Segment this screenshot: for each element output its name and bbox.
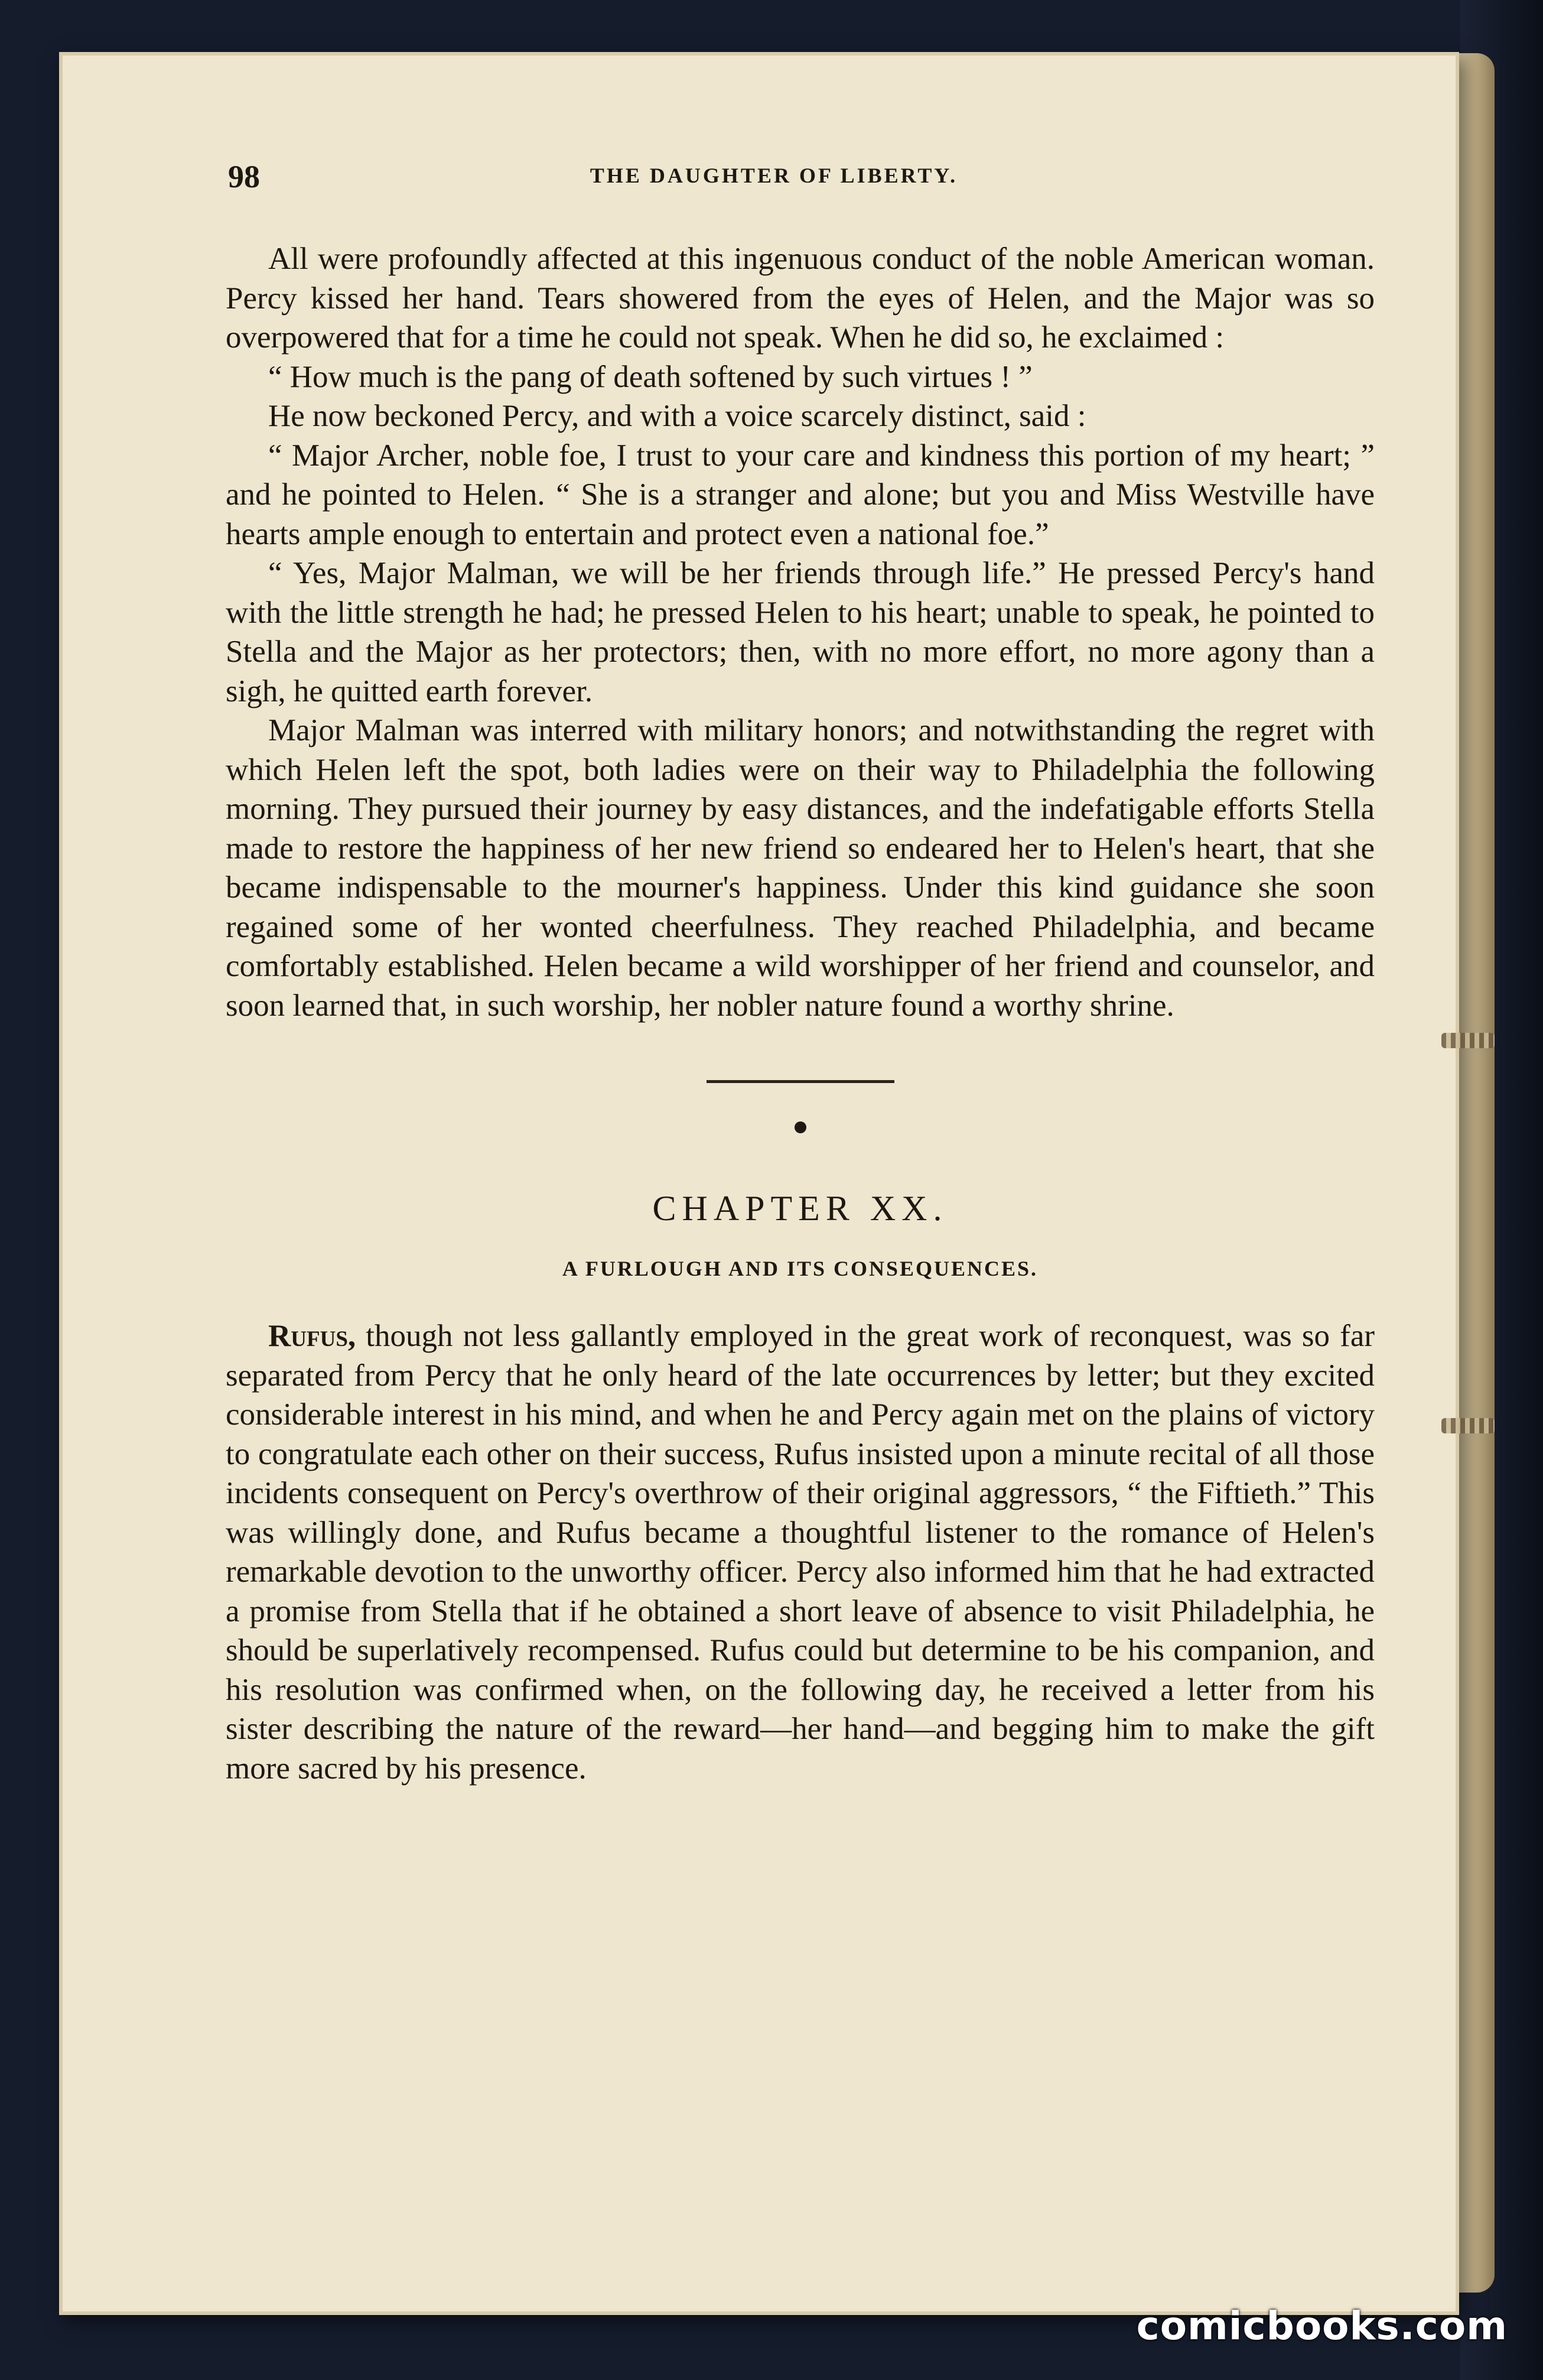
- section-divider: [226, 1059, 1375, 1133]
- paragraph: “ Major Archer, noble foe, I trust to your care and kindness this portion of my heart; ” and he pointed to Helen. “ She is a stranger and alone; but you and Miss Westville have hearts ample enough to entertain and protect even a national foe.”: [226, 438, 1375, 551]
- book-title: THE DAUGHTER OF LIBERTY.: [590, 164, 958, 187]
- site-watermark: comicbooks.com: [1136, 2303, 1508, 2349]
- page-curl: [1453, 53, 1495, 2293]
- chapter-subtitle: A FURLOUGH AND ITS CONSEQUENCES.: [562, 1256, 1039, 1280]
- paragraph: He now beckoned Percy, and with a voice scarcely distinct, said :: [268, 399, 1086, 433]
- chapter-paragraph-text: though not less gallantly employed in the great work of reconquest, was so far separated from Percy that he only heard of the late occurrences by letter; but they excited considerable interest in his mind, and when he and Percy again met on the plains of victory to congratulate each other on their success, Rufus insisted upon a minute recital of all those incidents consequent on Percy's overthrow of their original aggressors, “ the Fiftieth.” This was willingly done, and Rufus became a thoughtful listener to the romance of Helen's remarkable devotion to the unworthy officer. Percy also informed him that he had extracted a promise from Stella that if he obtained a short leave of absence to visit Philadelphia, he should be superlatively recompensed. Rufus could but determine to be his companion, and his resolution was confirmed when, on the following day, he received a letter from his sister describing the nature of the reward—her hand—and begging him to make the gift more sacred by his presence.: [226, 1319, 1375, 1786]
- chapter-first-paragraph: [226, 1316, 1375, 1788]
- text-block: [226, 239, 1375, 1788]
- paragraph: “ Yes, Major Malman, we will be her friends through life.” He pressed Percy's hand with the little strength he had; he pressed Helen to his heart; unable to speak, he pointed to Stella and the Major as her protectors; then, with no more effort, no more agony than a sigh, he quitted earth forever.: [226, 556, 1375, 708]
- running-head: [171, 158, 1376, 194]
- chapter-heading: CHAPTER XX.: [652, 1188, 948, 1228]
- page-number: 98: [228, 159, 260, 194]
- paragraph: Major Malman was interred with military honors; and notwithstanding the regret with which Helen left the spot, both ladies were on their way to Philadelphia the following morning. They pursued their journey by easy distances, and the indefatigable efforts Stella made to restore the happiness of her new friend so endeared her to Helen's heart, that she became indispensable to the mourner's happiness. Under this kind guidance she soon regained some of her wonted cheerfulness. They reached Philadelphia, and became comfortably established. Helen became a wild worshipper of her friend and counselor, and soon learned that, in such worship, her nobler nature found a worthy shrine.: [226, 713, 1375, 1023]
- divider-bullet: [795, 1121, 806, 1133]
- divider-rule: [707, 1080, 894, 1083]
- chapter-lead-word: Rufus,: [268, 1319, 356, 1353]
- binding-thread: [1441, 1418, 1495, 1433]
- binding-thread: [1441, 1033, 1495, 1048]
- paragraph: All were profoundly affected at this ingenuous conduct of the noble American woman. Percy kissed her hand. Tears showered from the eyes of Helen, and the Major was so overpowered that for a time he could not speak. When he did so, he exclaimed :: [226, 242, 1375, 355]
- paragraph: “ How much is the pang of death softened by such virtues ! ”: [268, 359, 1033, 394]
